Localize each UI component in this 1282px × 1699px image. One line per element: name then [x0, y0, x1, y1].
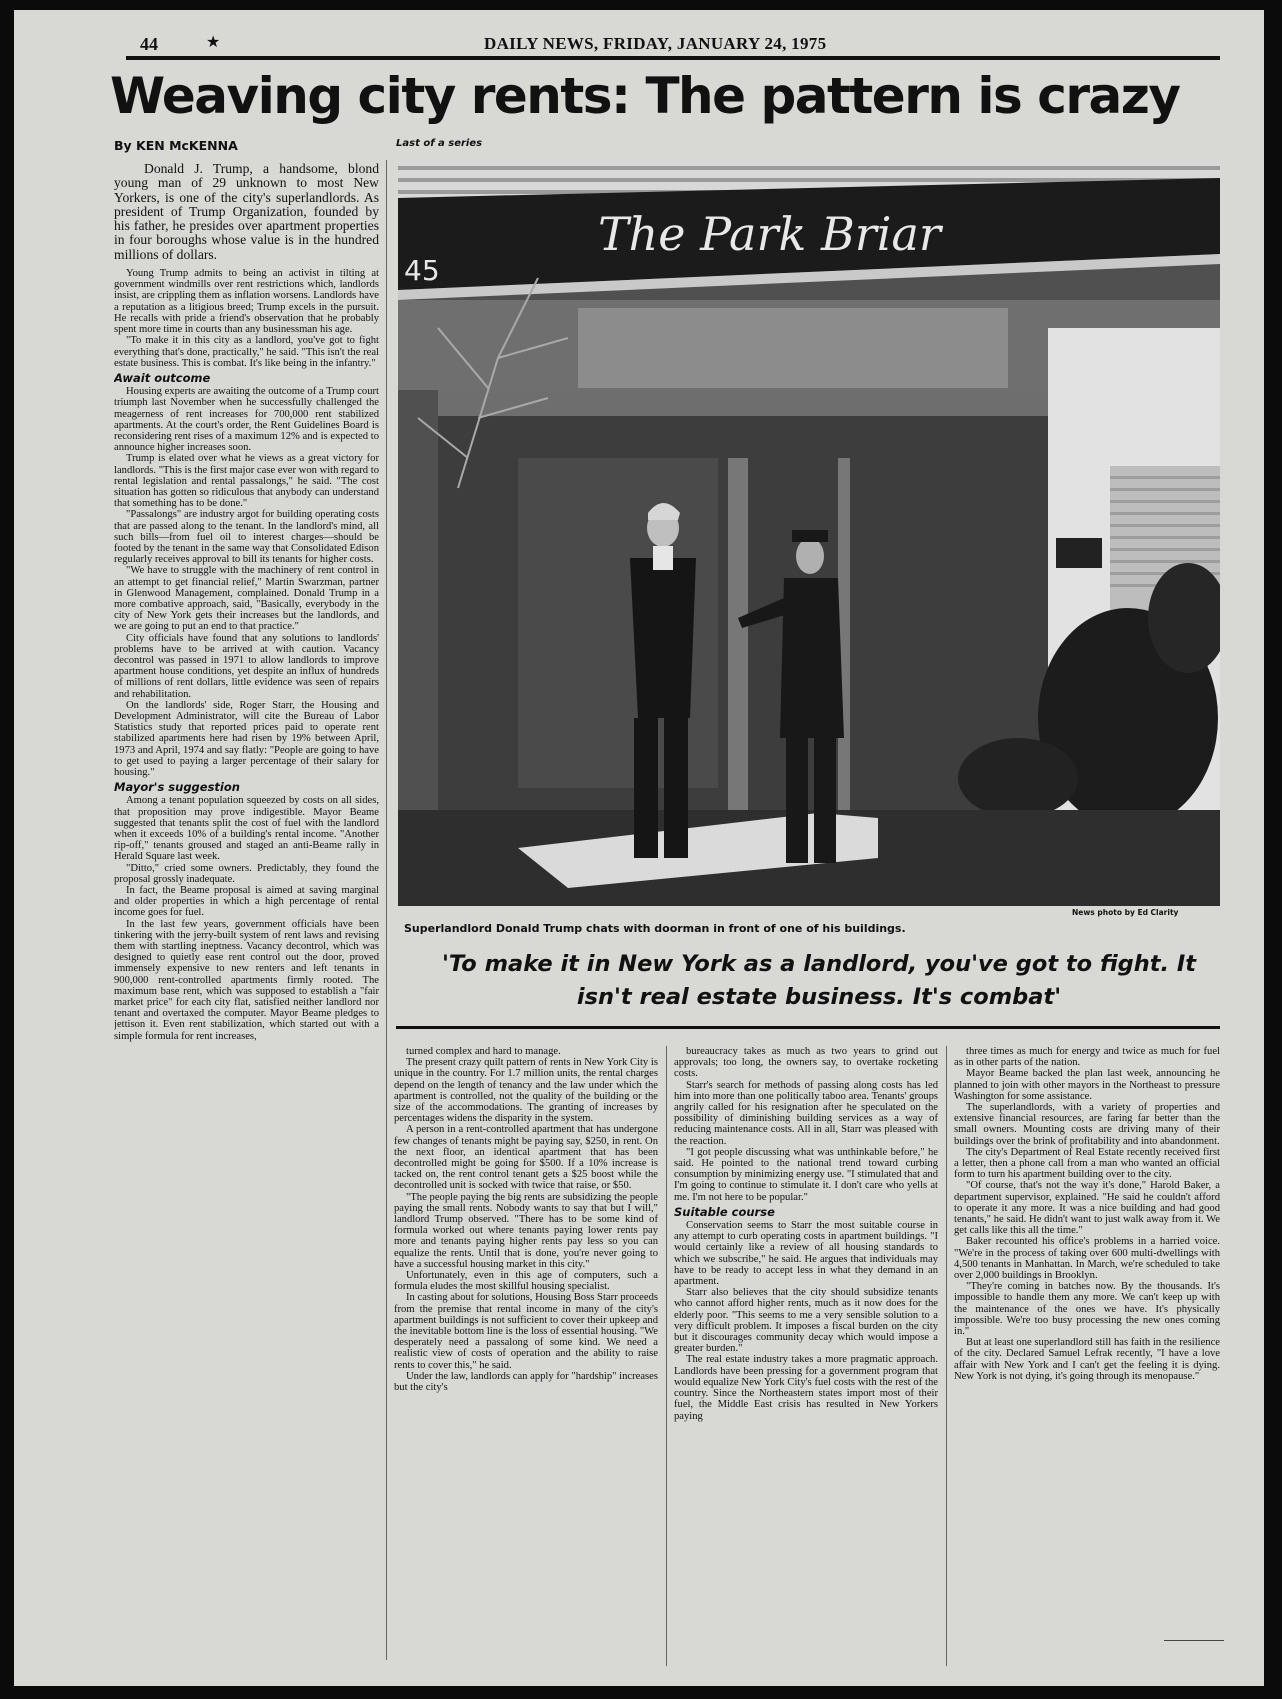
paragraph: "They're coming in batches now. By the thousands. It's impossible to handle them any more. We can't keep up with the maintenance of the ones we have. It's physically impossible. We're too busy processing the new ones coming in." — [954, 1281, 1220, 1338]
article-column-2 — [394, 1046, 658, 1666]
series-tag: Last of a series — [396, 138, 483, 149]
paragraph: Trump is elated over what he views as a great victory for landlords. "This is the first major case ever won with regard to rental legislation and rental passalongs," he said. "The cost situation has gotten so ridiculous that anybody can understand that something has to be done." — [114, 453, 379, 510]
end-rule — [1164, 1640, 1224, 1641]
paragraph: In the last few years, government officials have been tinkering with the jerry-built system of rent laws and revising them with startling ineptness. Vacancy decontrol, which was designed to quietly ease rent control out the door, proved immensely expensive to new renters and left tenants in 900,000 rent-controlled apartments firmly rooted. The maximum base rent, which was supposed to establish a "fair market price" for each city flat, satisfied neither landlord nor tenant and overtaxed the computer. Mayor Beame pledges to jettison it. Even rent stabilization, which started out with a simple formula for rent increases, — [114, 918, 379, 1042]
article-column-3 — [674, 1046, 938, 1666]
dateline: DAILY NEWS, FRIDAY, JANUARY 24, 1975 — [484, 34, 827, 53]
paragraph: Conservation seems to Starr the most suitable course in any attempt to curb operating costs in apartment buildings. "I would certainly like a review of all housing standards to which we subscribe," he said. He argues that individuals may have to be ready to accept less in what they demand in an apartment. — [674, 1220, 938, 1288]
storefront-photo — [398, 158, 1220, 906]
news-photo — [398, 158, 1220, 906]
photo-credit: News photo by Ed Clarity — [1072, 908, 1179, 917]
page-folio — [124, 32, 1220, 54]
paragraph: On the landlords' side, Roger Starr, the Housing and Development Administrator, will cite the Bureau of Labor Statistics study that reported prices paid to operate rent stabilized apartments here had risen by 19% between April, 1973 and April, 1974 and say flatly: "People are going to have to get used to paying a larger percentage of their salary for housing." — [114, 699, 379, 779]
newspaper-page — [14, 10, 1264, 1686]
paragraph: The city's Department of Real Estate recently received first a letter, then a phone call from a man who wanted an official form to turn his apartment building over to the city. — [954, 1146, 1220, 1181]
pull-quote: 'To make it in New York as a landlord, you've got to fight. It isn't real estate business. It's combat' — [441, 951, 1197, 1010]
subhead: Await outcome — [114, 370, 211, 385]
paragraph: The present crazy quilt pattern of rents in New York City is unique in the country. For 1.7 million units, the rental charges depend on the length of tenancy and the law under which the apartment is controlled, not the quality of the building or the size of the accommodations. The granting of increases by percentages widens the disparity in the system. — [394, 1057, 658, 1125]
headline: Weaving city rents: The pattern is crazy — [110, 67, 1180, 125]
paragraph: Among a tenant population squeezed by costs on all sides, that proposition may prove indigestible. Mayor Beame suggested that tenants split the cost of fuel with the landlord when it exceeds 10% of a building's rental income. "Another rip-off," tenants groused and staged an anti-Beame rally in Herald Square last week. — [114, 795, 379, 863]
paragraph: In casting about for solutions, Housing Boss Starr proceeds from the premise that rental income in many of the city's apartment buildings is not sufficient to cover their upkeep and the inevitable bottom line is the loss of essential housing. "We desperately need a passalong of some kind. We need a realistic view of costs of operation and the ability to raise rents to cover this," he said. — [394, 1292, 658, 1371]
column-rule — [386, 160, 387, 1660]
paragraph: Starr's search for methods of passing along costs has led him into more than one politically taboo area. Tenants' groups angrily called for his resignation after he speculated on the possibility of diminishing building services as a way of reducing maintenance costs. All in all, Starr was pleased with the reaction. — [674, 1079, 938, 1147]
section-rule — [396, 1026, 1220, 1029]
paragraph: three times as much for energy and twice as much for fuel as in other parts of the nation. — [954, 1046, 1220, 1069]
paragraph: "Ditto," cried some owners. Predictably, they found the proposal grossly inadequate. — [114, 862, 379, 885]
paragraph: Housing experts are awaiting the outcome of a Trump court triumph last November when he successfully challenged the meagerness of rent increases for 700,000 rent stabilized apartments. At the court's order, the Rent Guidelines Board is reconsidering rent rises of a maximum 12% and is expected to announce higher increases soon. — [114, 386, 379, 454]
top-rule — [126, 56, 1220, 60]
paragraph: Starr also believes that the city should subsidize tenants who cannot afford higher rents, much as it now does for the elderly poor. "This seems to me a very sensible solution to a very difficult problem. It imposes a fiscal burden on the city but it discourages community decay which would impose a greater burden." — [674, 1287, 938, 1355]
byline: By KEN McKENNA — [114, 138, 238, 153]
paragraph: City officials have found that any solutions to landlords' problems have to be arrived at with caution. Vacancy decontrol was passed in 1971 to allow landlords to improve apartment house conditions, yet despite an influx of hundreds of millions of rent dollars, little evidence was seen of repairs and rehabilitation. — [114, 632, 379, 700]
paragraph: "I got people discussing what was unthinkable before," he said. He pointed to the national trend toward curbing consumption by minimizing energy use. "I stimulated that and I'm going to continue to stimulate it. I don't care who yells at me. I'm not here to be popular." — [674, 1146, 938, 1203]
paragraph: The superlandlords, with a variety of properties and extensive financial resources, are faring far better than the small owners. Mounting costs are driving many of their buildings over the brink of profitability and into abandonment. — [954, 1102, 1220, 1147]
address-number: 45 — [404, 254, 440, 287]
article-column-4 — [954, 1046, 1220, 1666]
paragraph: "We have to struggle with the machinery of rent control in an attempt to get financial relief," Martin Swarzman, partner in Glenwood Management, complained. Donald Trump in a more combative approach, said, "Basically, everybody in the city of New York gets their increases but the landlords, and we are going to put an end to that practice." — [114, 565, 379, 633]
paragraph: "Passalongs" are industry argot for building operating costs that are passed along to the tenant. In the landlord's mind, all such bills—from fuel oil to interest charges—should be footed by the tenant in the same way that Consolidated Edison regularly receives approval to bill its tenants for higher costs. — [114, 509, 379, 566]
paragraph: bureaucracy takes as much as two years to grind out approvals; too long, the owners say, to overtake rocketing costs. — [674, 1046, 938, 1080]
paragraph: Mayor Beame backed the plan last week, announcing he planned to join with other mayors in the Northeast to pressure Washington for some assistance. — [954, 1068, 1220, 1102]
sign-text: The Park Briar — [598, 207, 941, 261]
paragraph: "Of course, that's not the way it's done," Harold Baker, a department supervisor, explained. "He said he couldn't afford to operate it any more. It was a nice building and had good tenants," he said. He didn't want to just walk away from it. We get calls like this all the time." — [954, 1180, 1220, 1237]
paragraph: turned complex and hard to manage. — [406, 1046, 561, 1057]
paragraph: But at least one superlandlord still has faith in the resilience of the city. Declared Samuel Lefrak recently, "I have a love affair with New York and I can't get the feeling it is dying. New York is not dying, it's going through its menopause." — [954, 1337, 1220, 1382]
paragraph: Unfortunately, even in this age of computers, such a formula eludes the most skillful housing specialist. — [394, 1270, 658, 1293]
photo-caption: Superlandlord Donald Trump chats with doorman in front of one of his buildings. — [404, 922, 906, 935]
paragraph: The real estate industry takes a more pragmatic approach. Landlords have been pressing for a government program that would equalize New York City's fuel costs with the rest of the country. Since the Northeastern states import most of their fuel, the Middle East crisis has resulted in New Yorkers paying — [674, 1354, 938, 1422]
column-rule — [666, 1046, 667, 1666]
paragraph: Baker recounted his office's problems in a harried voice. "We're in the process of taking over 600 multi-dwellings with 4,500 tenants in Manhattan. In March, we're scheduled to take over 2,000 buildings in Brooklyn. — [954, 1236, 1220, 1282]
paragraph: In fact, the Beame proposal is aimed at saving marginal and older properties in which a high percentage of rental income goes for fuel. — [114, 885, 379, 919]
paragraph: Under the law, landlords can apply for "hardship" increases but the city's — [394, 1370, 658, 1394]
subhead: Mayor's suggestion — [114, 780, 240, 795]
star-icon: ★ — [206, 34, 221, 51]
page-number: 44 — [140, 34, 158, 54]
column-rule — [946, 1046, 947, 1666]
article-column-1 — [114, 162, 379, 1662]
lead-paragraph: Donald J. Trump, a handsome, blond young man of 29 unknown to most New Yorkers, is one of the city's superlandlords. As president of Trump Organization, founded by his father, he presides over apartment properties in four boroughs whose value is in the hundred millions of dollars. — [114, 162, 379, 262]
paragraph: "The people paying the big rents are subsidizing the people paying the small rents. Nobody wants to say that but I will," landlord Trump observed. "There has to be some kind of formula worked out where tenants paying lower rents pay more and tenants paying higher rents pay less so you can equalize the rents. Until that is done, you're never going to have a successful housing market in this city." — [394, 1191, 658, 1270]
paragraph: A person in a rent-controlled apartment that has undergone few changes of tenants might be paying say, $250, in rent. On the next floor, an identical apartment that has been decontrolled might be going for $500. If a 10% increase is tacked on, the rent control tenant gets a $25 boost while the decontrolled unit is socked with twice that raise, or $50. — [394, 1124, 658, 1192]
paragraph: Young Trump admits to being an activist in tilting at government windmills over rent restrictions which, landlords insist, are crippling them as inflation worsens. Landlords have a reputation as a litigious breed; Trump excels in the pursuit. He recalls with pride a friend's observation that he probably spent more time in courts than any businessman his age. — [114, 268, 379, 336]
paragraph: "To make it in this city as a landlord, you've got to fight everything that's done, practically," he said. "This isn't the real estate business. This is combat. It's like being in the infantry." — [114, 335, 379, 369]
subhead: Suitable course — [674, 1204, 775, 1219]
